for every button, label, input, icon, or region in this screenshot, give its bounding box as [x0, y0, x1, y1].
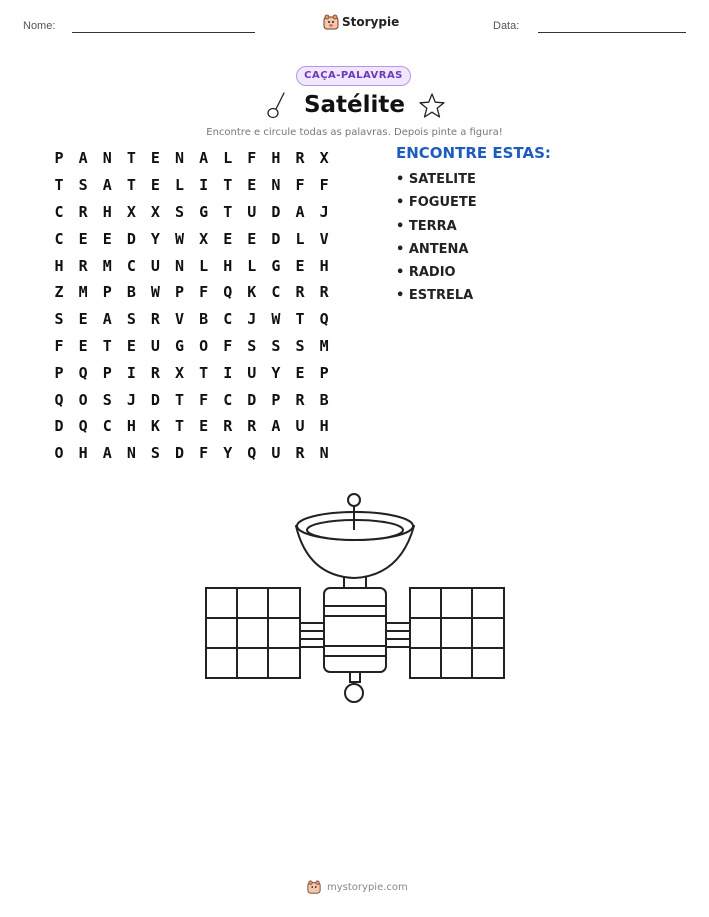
grid-letter[interactable]: N	[319, 444, 329, 463]
grid-letter[interactable]: M	[102, 256, 112, 275]
word-search-grid[interactable]	[47, 145, 336, 467]
grid-letter[interactable]: E	[150, 176, 160, 195]
grid-letter[interactable]: T	[223, 202, 233, 221]
grid-letter[interactable]: H	[319, 256, 329, 275]
grid-letter[interactable]: N	[175, 256, 185, 275]
word-list-item: • FOGUETE	[396, 193, 477, 216]
grid-letter[interactable]: L	[223, 149, 233, 168]
grid-letter[interactable]: D	[175, 444, 185, 463]
grid-letter[interactable]: S	[102, 390, 112, 409]
date-label: Data:	[493, 20, 520, 32]
date-line[interactable]	[538, 32, 686, 33]
grid-letter[interactable]: E	[295, 363, 305, 382]
grid-letter[interactable]: E	[247, 229, 257, 248]
grid-row	[47, 145, 336, 172]
grid-letter[interactable]: D	[247, 390, 257, 409]
grid-letter[interactable]: C	[271, 283, 281, 302]
grid-letter[interactable]: X	[175, 363, 185, 382]
grid-row	[47, 252, 336, 279]
grid-letter[interactable]: N	[271, 176, 281, 195]
word-list-item: • ANTENA	[396, 240, 477, 263]
grid-letter[interactable]: J	[319, 202, 329, 221]
word-list-item: • ESTRELA	[396, 286, 477, 309]
grid-letter[interactable]: F	[295, 176, 305, 195]
grid-row	[47, 386, 336, 413]
grid-letter[interactable]: V	[175, 310, 185, 329]
instructions: Encontre e circule todas as palavras. Depois pinte a figura!	[206, 127, 503, 138]
grid-letter[interactable]: X	[126, 202, 136, 221]
grid-letter[interactable]: E	[78, 336, 88, 355]
grid-letter[interactable]: L	[247, 256, 257, 275]
word-list-item: • RADIO	[396, 263, 477, 286]
grid-letter[interactable]: G	[175, 336, 185, 355]
grid-letter[interactable]: R	[150, 363, 160, 382]
grid-letter[interactable]: B	[126, 283, 136, 302]
grid-letter[interactable]: A	[271, 417, 281, 436]
grid-letter[interactable]: V	[319, 229, 329, 248]
grid-letter[interactable]: S	[126, 310, 136, 329]
grid-letter[interactable]: T	[126, 176, 136, 195]
grid-letter[interactable]: T	[54, 176, 64, 195]
grid-letter[interactable]: S	[78, 176, 88, 195]
grid-letter[interactable]: C	[223, 390, 233, 409]
grid-row	[47, 199, 336, 226]
grid-letter[interactable]: S	[54, 310, 64, 329]
grid-letter[interactable]: C	[102, 417, 112, 436]
grid-letter[interactable]: R	[319, 283, 329, 302]
grid-letter[interactable]: U	[295, 417, 305, 436]
grid-letter[interactable]: D	[271, 229, 281, 248]
grid-letter[interactable]: L	[199, 256, 209, 275]
grid-letter[interactable]: F	[199, 390, 209, 409]
grid-letter[interactable]: T	[175, 417, 185, 436]
grid-letter[interactable]: U	[247, 202, 257, 221]
grid-letter[interactable]: X	[199, 229, 209, 248]
grid-letter[interactable]: C	[126, 256, 136, 275]
satellite-illustration[interactable]	[200, 490, 510, 710]
grid-row	[47, 440, 336, 467]
grid-letter[interactable]: E	[126, 336, 136, 355]
grid-letter[interactable]: G	[199, 202, 209, 221]
grid-letter[interactable]: T	[223, 176, 233, 195]
footer	[307, 880, 408, 894]
grid-row	[47, 279, 336, 306]
grid-letter[interactable]: X	[319, 149, 329, 168]
grid-letter[interactable]: W	[175, 229, 185, 248]
storypie-logo-icon	[323, 14, 339, 30]
grid-letter[interactable]: X	[150, 202, 160, 221]
grid-letter[interactable]: K	[150, 417, 160, 436]
name-label: Nome:	[23, 20, 56, 32]
grid-letter[interactable]: R	[78, 202, 88, 221]
grid-letter[interactable]: S	[271, 336, 281, 355]
grid-letter[interactable]: A	[295, 202, 305, 221]
grid-letter[interactable]: M	[319, 336, 329, 355]
grid-letter[interactable]: T	[295, 310, 305, 329]
grid-letter[interactable]: P	[54, 363, 64, 382]
grid-letter[interactable]: L	[175, 176, 185, 195]
grid-letter[interactable]: R	[78, 256, 88, 275]
grid-letter[interactable]: P	[271, 390, 281, 409]
grid-letter[interactable]: L	[295, 229, 305, 248]
grid-letter[interactable]: U	[150, 336, 160, 355]
grid-letter[interactable]: C	[54, 202, 64, 221]
grid-letter[interactable]: I	[223, 363, 233, 382]
grid-letter[interactable]: T	[199, 363, 209, 382]
grid-letter[interactable]: R	[295, 390, 305, 409]
grid-letter[interactable]: H	[319, 417, 329, 436]
grid-letter[interactable]: W	[271, 310, 281, 329]
grid-letter[interactable]: O	[54, 444, 64, 463]
grid-letter[interactable]: Q	[54, 390, 64, 409]
grid-letter[interactable]: R	[150, 310, 160, 329]
grid-letter[interactable]: F	[223, 336, 233, 355]
grid-letter[interactable]: W	[150, 283, 160, 302]
grid-letter[interactable]: U	[247, 363, 257, 382]
grid-letter[interactable]: P	[319, 363, 329, 382]
grid-row	[47, 359, 336, 386]
grid-letter[interactable]: R	[295, 283, 305, 302]
grid-letter[interactable]: K	[247, 283, 257, 302]
grid-letter[interactable]: N	[175, 149, 185, 168]
grid-letter[interactable]: A	[102, 444, 112, 463]
grid-letter[interactable]: T	[102, 336, 112, 355]
grid-row	[47, 225, 336, 252]
grid-letter[interactable]: A	[102, 176, 112, 195]
grid-letter[interactable]: E	[295, 256, 305, 275]
grid-letter[interactable]: C	[223, 310, 233, 329]
word-list	[396, 170, 477, 310]
grid-letter[interactable]: J	[247, 310, 257, 329]
word-list-item: • TERRA	[396, 217, 477, 240]
grid-letter[interactable]: F	[199, 444, 209, 463]
grid-letter[interactable]: P	[102, 363, 112, 382]
grid-row	[47, 172, 336, 199]
grid-letter[interactable]: R	[295, 444, 305, 463]
grid-letter[interactable]: F	[54, 336, 64, 355]
grid-row	[47, 333, 336, 360]
grid-letter[interactable]: R	[247, 417, 257, 436]
grid-letter[interactable]: A	[199, 149, 209, 168]
grid-letter[interactable]: E	[223, 229, 233, 248]
grid-letter[interactable]: J	[126, 390, 136, 409]
grid-letter[interactable]: U	[271, 444, 281, 463]
grid-letter[interactable]: D	[150, 390, 160, 409]
grid-letter[interactable]: D	[271, 202, 281, 221]
grid-letter[interactable]: S	[150, 444, 160, 463]
grid-letter[interactable]: Q	[319, 310, 329, 329]
grid-letter[interactable]: N	[126, 444, 136, 463]
grid-letter[interactable]: E	[78, 229, 88, 248]
grid-letter[interactable]: P	[54, 149, 64, 168]
grid-letter[interactable]: H	[271, 149, 281, 168]
grid-letter[interactable]: E	[247, 176, 257, 195]
grid-letter[interactable]: E	[78, 310, 88, 329]
word-list-item: • SATELITE	[396, 170, 477, 193]
grid-letter[interactable]: H	[78, 444, 88, 463]
grid-letter[interactable]: A	[78, 149, 88, 168]
page-title: Satélite	[303, 92, 406, 118]
grid-row	[47, 413, 336, 440]
grid-letter[interactable]: D	[54, 417, 64, 436]
grid-letter[interactable]: P	[102, 283, 112, 302]
grid-letter[interactable]: S	[175, 202, 185, 221]
grid-letter[interactable]: Q	[78, 363, 88, 382]
grid-letter[interactable]: Q	[78, 417, 88, 436]
grid-letter[interactable]: B	[199, 310, 209, 329]
grid-letter[interactable]: Q	[223, 283, 233, 302]
grid-letter[interactable]: H	[223, 256, 233, 275]
grid-letter[interactable]: B	[319, 390, 329, 409]
grid-letter[interactable]: T	[126, 149, 136, 168]
brand-name: Storypie	[342, 15, 400, 29]
grid-letter[interactable]: H	[54, 256, 64, 275]
grid-letter[interactable]: I	[126, 363, 136, 382]
grid-letter[interactable]: I	[199, 176, 209, 195]
brand	[323, 14, 399, 30]
grid-letter[interactable]: H	[126, 417, 136, 436]
grid-letter[interactable]: R	[223, 417, 233, 436]
grid-letter[interactable]: T	[175, 390, 185, 409]
grid-letter[interactable]: R	[295, 149, 305, 168]
footer-url[interactable]: mystorypie.com	[327, 881, 408, 893]
grid-letter[interactable]: S	[295, 336, 305, 355]
grid-letter[interactable]: Y	[271, 363, 281, 382]
grid-row	[47, 306, 336, 333]
grid-letter[interactable]: C	[54, 229, 64, 248]
grid-letter[interactable]: U	[150, 256, 160, 275]
category-badge: CAÇA-PALAVRAS	[296, 66, 411, 86]
grid-letter[interactable]: O	[78, 390, 88, 409]
grid-letter[interactable]: O	[199, 336, 209, 355]
grid-letter[interactable]: E	[199, 417, 209, 436]
grid-letter[interactable]: F	[319, 176, 329, 195]
grid-letter[interactable]: M	[78, 283, 88, 302]
grid-letter[interactable]: Q	[247, 444, 257, 463]
grid-letter[interactable]: H	[102, 202, 112, 221]
name-line[interactable]	[72, 32, 255, 33]
grid-letter[interactable]: E	[150, 149, 160, 168]
grid-letter[interactable]: S	[247, 336, 257, 355]
star-doodle-icon	[418, 92, 446, 120]
grid-letter[interactable]: D	[126, 229, 136, 248]
grid-letter[interactable]: Y	[223, 444, 233, 463]
grid-letter[interactable]: E	[102, 229, 112, 248]
storypie-footer-logo-icon	[307, 880, 321, 894]
grid-letter[interactable]: N	[102, 149, 112, 168]
grid-letter[interactable]: Y	[150, 229, 160, 248]
grid-letter[interactable]: Z	[54, 283, 64, 302]
grid-letter[interactable]: A	[102, 310, 112, 329]
grid-letter[interactable]: G	[271, 256, 281, 275]
grid-letter[interactable]: F	[247, 149, 257, 168]
grid-letter[interactable]: P	[175, 283, 185, 302]
grid-letter[interactable]: F	[199, 283, 209, 302]
word-list-title: ENCONTRE ESTAS:	[396, 144, 551, 162]
